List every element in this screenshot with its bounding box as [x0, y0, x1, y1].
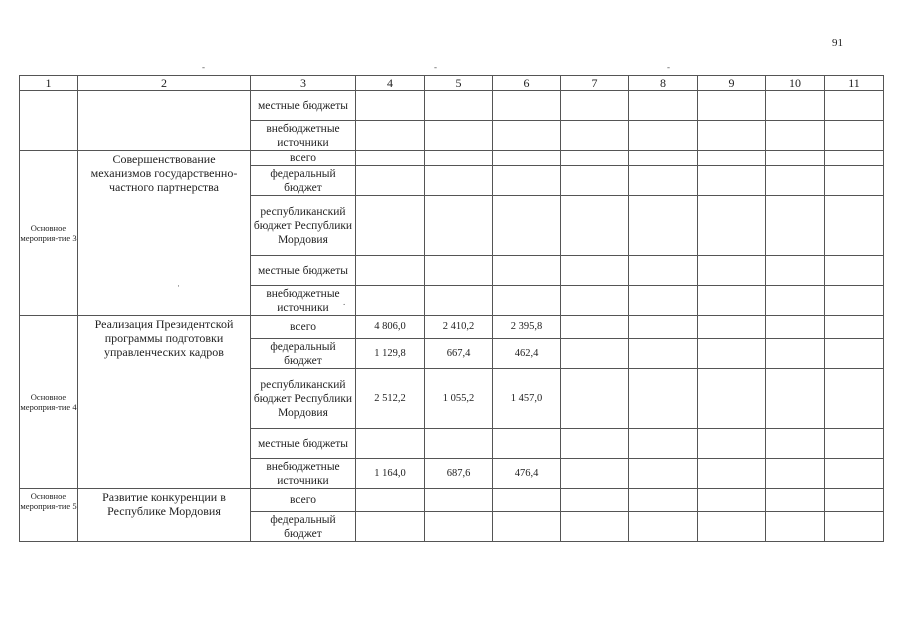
value-cell: 476,4 [493, 459, 561, 489]
value-cell [425, 151, 493, 166]
header-cell: 2 [78, 76, 251, 91]
funding-table [19, 75, 884, 542]
value-cell [493, 429, 561, 459]
table-row [20, 489, 884, 512]
value-cell: 2 512,2 [356, 369, 425, 429]
source-cell: федеральный бюджет [251, 166, 356, 196]
value-cell [425, 196, 493, 256]
source-cell: республиканский бюджет Республики Мордовия [251, 369, 356, 429]
source-cell: местные бюджеты [251, 256, 356, 286]
value-cell [493, 256, 561, 286]
header-row [20, 76, 884, 91]
value-cell: 1 055,2 [425, 369, 493, 429]
header-cell: 3 [251, 76, 356, 91]
value-cell [425, 512, 493, 542]
source-cell: федеральный бюджет [251, 512, 356, 542]
value-cell: 687,6 [425, 459, 493, 489]
value-cell [425, 429, 493, 459]
value-cell [493, 489, 561, 512]
measure-name: Реализация Президентской программы подготовки управленческих кадров [78, 316, 251, 489]
source-cell: всего [251, 316, 356, 339]
value-cell [425, 256, 493, 286]
header-cell: 4 [356, 76, 425, 91]
value-cell [425, 166, 493, 196]
value-cell [493, 196, 561, 256]
value-cell: 1 164,0 [356, 459, 425, 489]
header-cell: 5 [425, 76, 493, 91]
value-cell: 2 410,2 [425, 316, 493, 339]
value-cell [493, 166, 561, 196]
measure-label-cell [20, 91, 78, 151]
value-cell [493, 151, 561, 166]
measure-name: Развитие конкуренции в Республике Мордовия [78, 489, 251, 542]
source-cell: внебюджетные источники [251, 121, 356, 151]
measure-name-cell [78, 91, 251, 151]
value-cell: 1 129,8 [356, 339, 425, 369]
header-cell: 10 [766, 76, 825, 91]
measure-label: Основное мероприя-тие 3 [20, 151, 78, 316]
source-cell: внебюджетные источники [251, 459, 356, 489]
page-number: 91 [832, 37, 843, 49]
value-cell [356, 166, 425, 196]
value-cell: 1 457,0 [493, 369, 561, 429]
source-cell: местные бюджеты [251, 429, 356, 459]
table-row [20, 151, 884, 166]
value-cell: 2 395,8 [493, 316, 561, 339]
value-cell [356, 286, 425, 316]
value-cell: 667,4 [425, 339, 493, 369]
header-cell: 11 [825, 76, 884, 91]
table-row [20, 91, 884, 121]
value-cell [356, 489, 425, 512]
header-cell: 7 [561, 76, 629, 91]
header-cell: 1 [20, 76, 78, 91]
value-cell [425, 286, 493, 316]
source-cell: местные бюджеты [251, 91, 356, 121]
source-cell: всего [251, 151, 356, 166]
value-cell [356, 429, 425, 459]
value-cell [356, 196, 425, 256]
header-cell: 8 [629, 76, 698, 91]
source-cell: всего [251, 489, 356, 512]
header-cell: 9 [698, 76, 766, 91]
table-row [20, 316, 884, 339]
measure-name: Совершенствование механизмов государственно-частного партнерства [78, 151, 251, 316]
measure-label: Основное мероприя-тие 5 [20, 489, 78, 542]
value-cell [356, 512, 425, 542]
source-cell: федеральный бюджет [251, 339, 356, 369]
value-cell [425, 489, 493, 512]
value-cell: 4 806,0 [356, 316, 425, 339]
header-cell: 6 [493, 76, 561, 91]
source-cell: республиканский бюджет Республики Мордовия [251, 196, 356, 256]
measure-label: Основное мероприя-тие 4 [20, 316, 78, 489]
value-cell [493, 512, 561, 542]
value-cell [493, 286, 561, 316]
value-cell [356, 256, 425, 286]
value-cell: 462,4 [493, 339, 561, 369]
value-cell [356, 151, 425, 166]
source-cell: внебюджетные источники [251, 286, 356, 316]
